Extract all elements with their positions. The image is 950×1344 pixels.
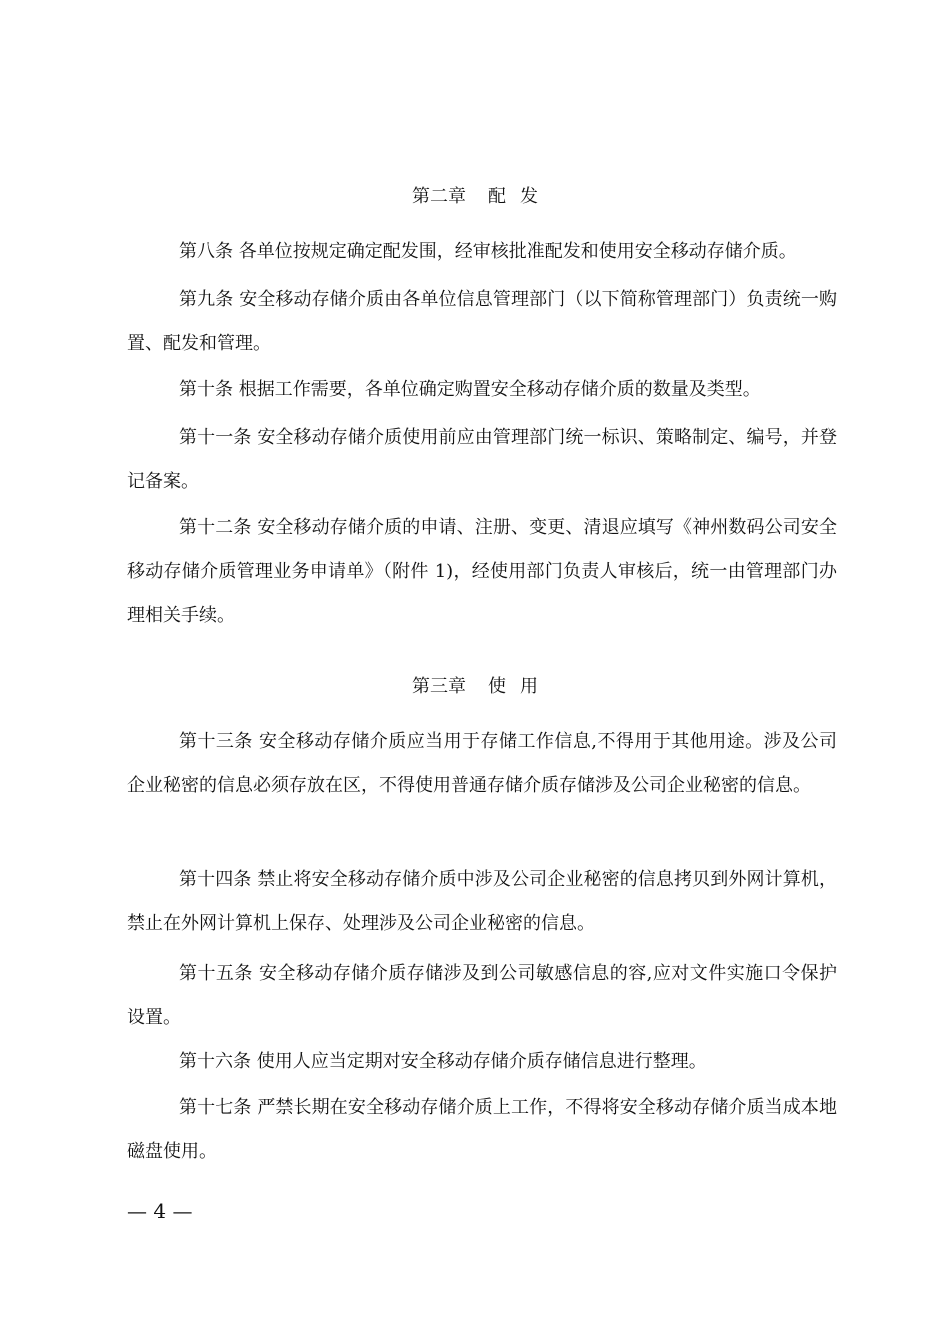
page-number: — 4 —	[127, 1199, 193, 1223]
article-9: 第九条 安全移动存储介质由各单位信息管理部门（以下简称管理部门）负责统一购置、配发和管理。	[127, 289, 837, 354]
chapter-2-title-a: 配	[488, 186, 506, 207]
article-11: 第十一条 安全移动存储介质使用前应由管理部门统一标识、策略制定、编号，并登记备案。	[127, 427, 837, 492]
article-16: 第十六条 使用人应当定期对安全移动存储介质存储信息进行整理。	[179, 1051, 707, 1072]
chapter-3-title-a: 使	[488, 676, 506, 697]
article-17: 第十七条 严禁长期在安全移动存储介质上工作，不得将安全移动存储介质当成本地磁盘使用。	[127, 1097, 837, 1162]
article-13: 第十三条 安全移动存储介质应当用于存储工作信息,不得用于其他用途。涉及公司企业秘密的信息必须存放在区，不得使用普通存储介质存储涉及公司企业秘密的信息。	[127, 731, 837, 796]
article-14: 第十四条 禁止将安全移动存储介质中涉及公司企业秘密的信息拷贝到外网计算机，禁止在外网计算机上保存、处理涉及公司企业秘密的信息。	[127, 869, 837, 934]
chapter-2-label: 第二章	[412, 186, 466, 207]
chapter-3-label: 第三章	[412, 676, 466, 697]
article-10: 第十条 根据工作需要，各单位确定购置安全移动存储介质的数量及类型。	[179, 379, 761, 400]
chapter-2-heading	[0, 185, 950, 209]
chapter-2-title-b: 发	[520, 186, 538, 207]
chapter-3-title-b: 用	[520, 676, 538, 697]
article-12: 第十二条 安全移动存储介质的申请、注册、变更、清退应填写《神州数码公司安全移动存储介质管理业务申请单》（附件 1)，经使用部门负责人审核后，统一由管理部门办理相关手续。	[127, 517, 837, 626]
chapter-3-heading	[0, 675, 950, 699]
article-15: 第十五条 安全移动存储介质存储涉及到公司敏感信息的容,应对文件实施口令保护设置。	[127, 963, 837, 1028]
article-8: 第八条 各单位按规定确定配发围，经审核批准配发和使用安全移动存储介质。	[179, 241, 797, 262]
